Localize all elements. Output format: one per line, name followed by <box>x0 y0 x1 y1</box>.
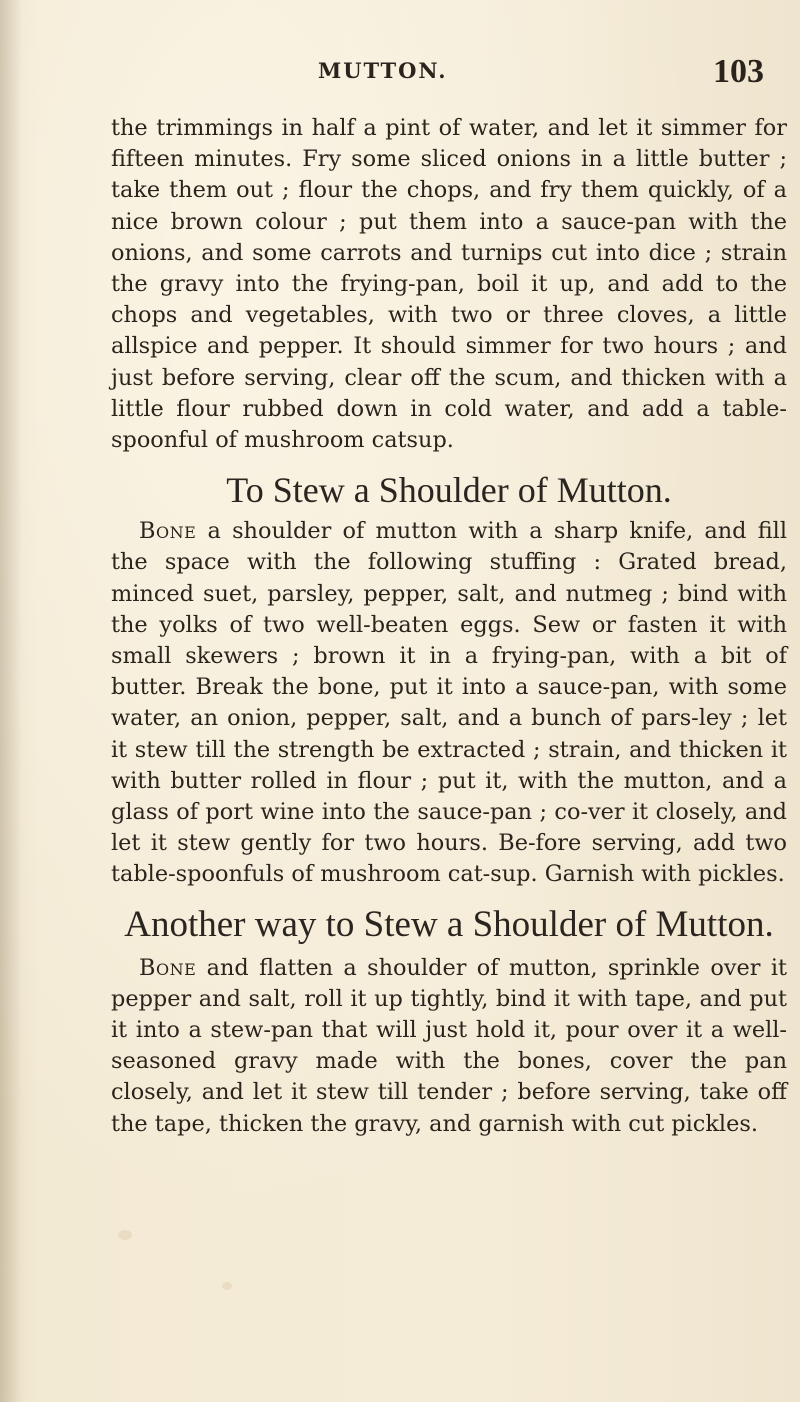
lead-word: Bone <box>139 954 197 981</box>
recipe-heading-stew-shoulder: To Stew a Shoulder of Mutton. <box>226 470 672 511</box>
paper-stain <box>222 1282 232 1290</box>
recipe-paragraph-another-way <box>111 953 787 1140</box>
paper-stain <box>118 1230 132 1240</box>
continued-paragraph: the trimmings in half a pint of water, and let it simmer for fifteen minutes. Fry some sliced onions in a little butter ; take them out ; flour the chops, and fry them quickly, of a nice brown colour ; put them into a sauce-pan with the onions, and some carrots and turnips cut into dice ; strain the gravy into the frying-pan, boil it up, and add to the chops and vegetables, with two or three cloves, a little allspice and pepper. It should simmer for two hours ; and just before serving, clear off the scum, and thicken with a little flour rubbed down in cold water, and add a table-spoonful of mushroom catsup. <box>111 115 787 454</box>
running-header <box>0 53 800 98</box>
running-title: MUTTON. <box>318 58 448 83</box>
lead-word: Bone <box>139 518 197 545</box>
recipe-paragraph-stew-shoulder <box>111 516 787 890</box>
page-content <box>111 113 787 1140</box>
recipe-heading-another-way: Another way to Stew a Shoulder of Mutton. <box>124 903 774 945</box>
page-spine-shadow <box>0 0 22 1402</box>
page-number: 103 <box>713 53 764 90</box>
paragraph-text: a shoulder of mutton with a sharp knife, and fill the space with the following stuffing : Grated bread, minced suet, parsley, pepper, salt, and nutmeg ; bind with the yolks of two well-beaten eggs. Sew or fasten it with small skewers ; brown it in a frying-pan, with a bit of butter. Break the bone, put it into a sauce-pan, with some water, an onion, pepper, salt, and a bunch of pars-ley ; let it stew till the strength be extracted ; strain, and thicken it with butter rolled in flour ; put it, with the mutton, and a glass of port wine into the sauce-pan ; co-ver it closely, and let it stew gently for two hours. Be-fore serving, add two table-spoonfuls of mushroom cat-sup. Garnish with pickles. <box>111 518 787 888</box>
paragraph-text: and flatten a shoulder of mutton, sprinkle over it pepper and salt, roll it up tightly, bind it with tape, and put it into a stew-pan that will just hold it, pour over it a well-seasoned gravy made with the bones, cover the pan closely, and let it stew till tender ; before serving, take off the tape, thicken the gravy, and garnish with cut pickles. <box>111 954 787 1137</box>
